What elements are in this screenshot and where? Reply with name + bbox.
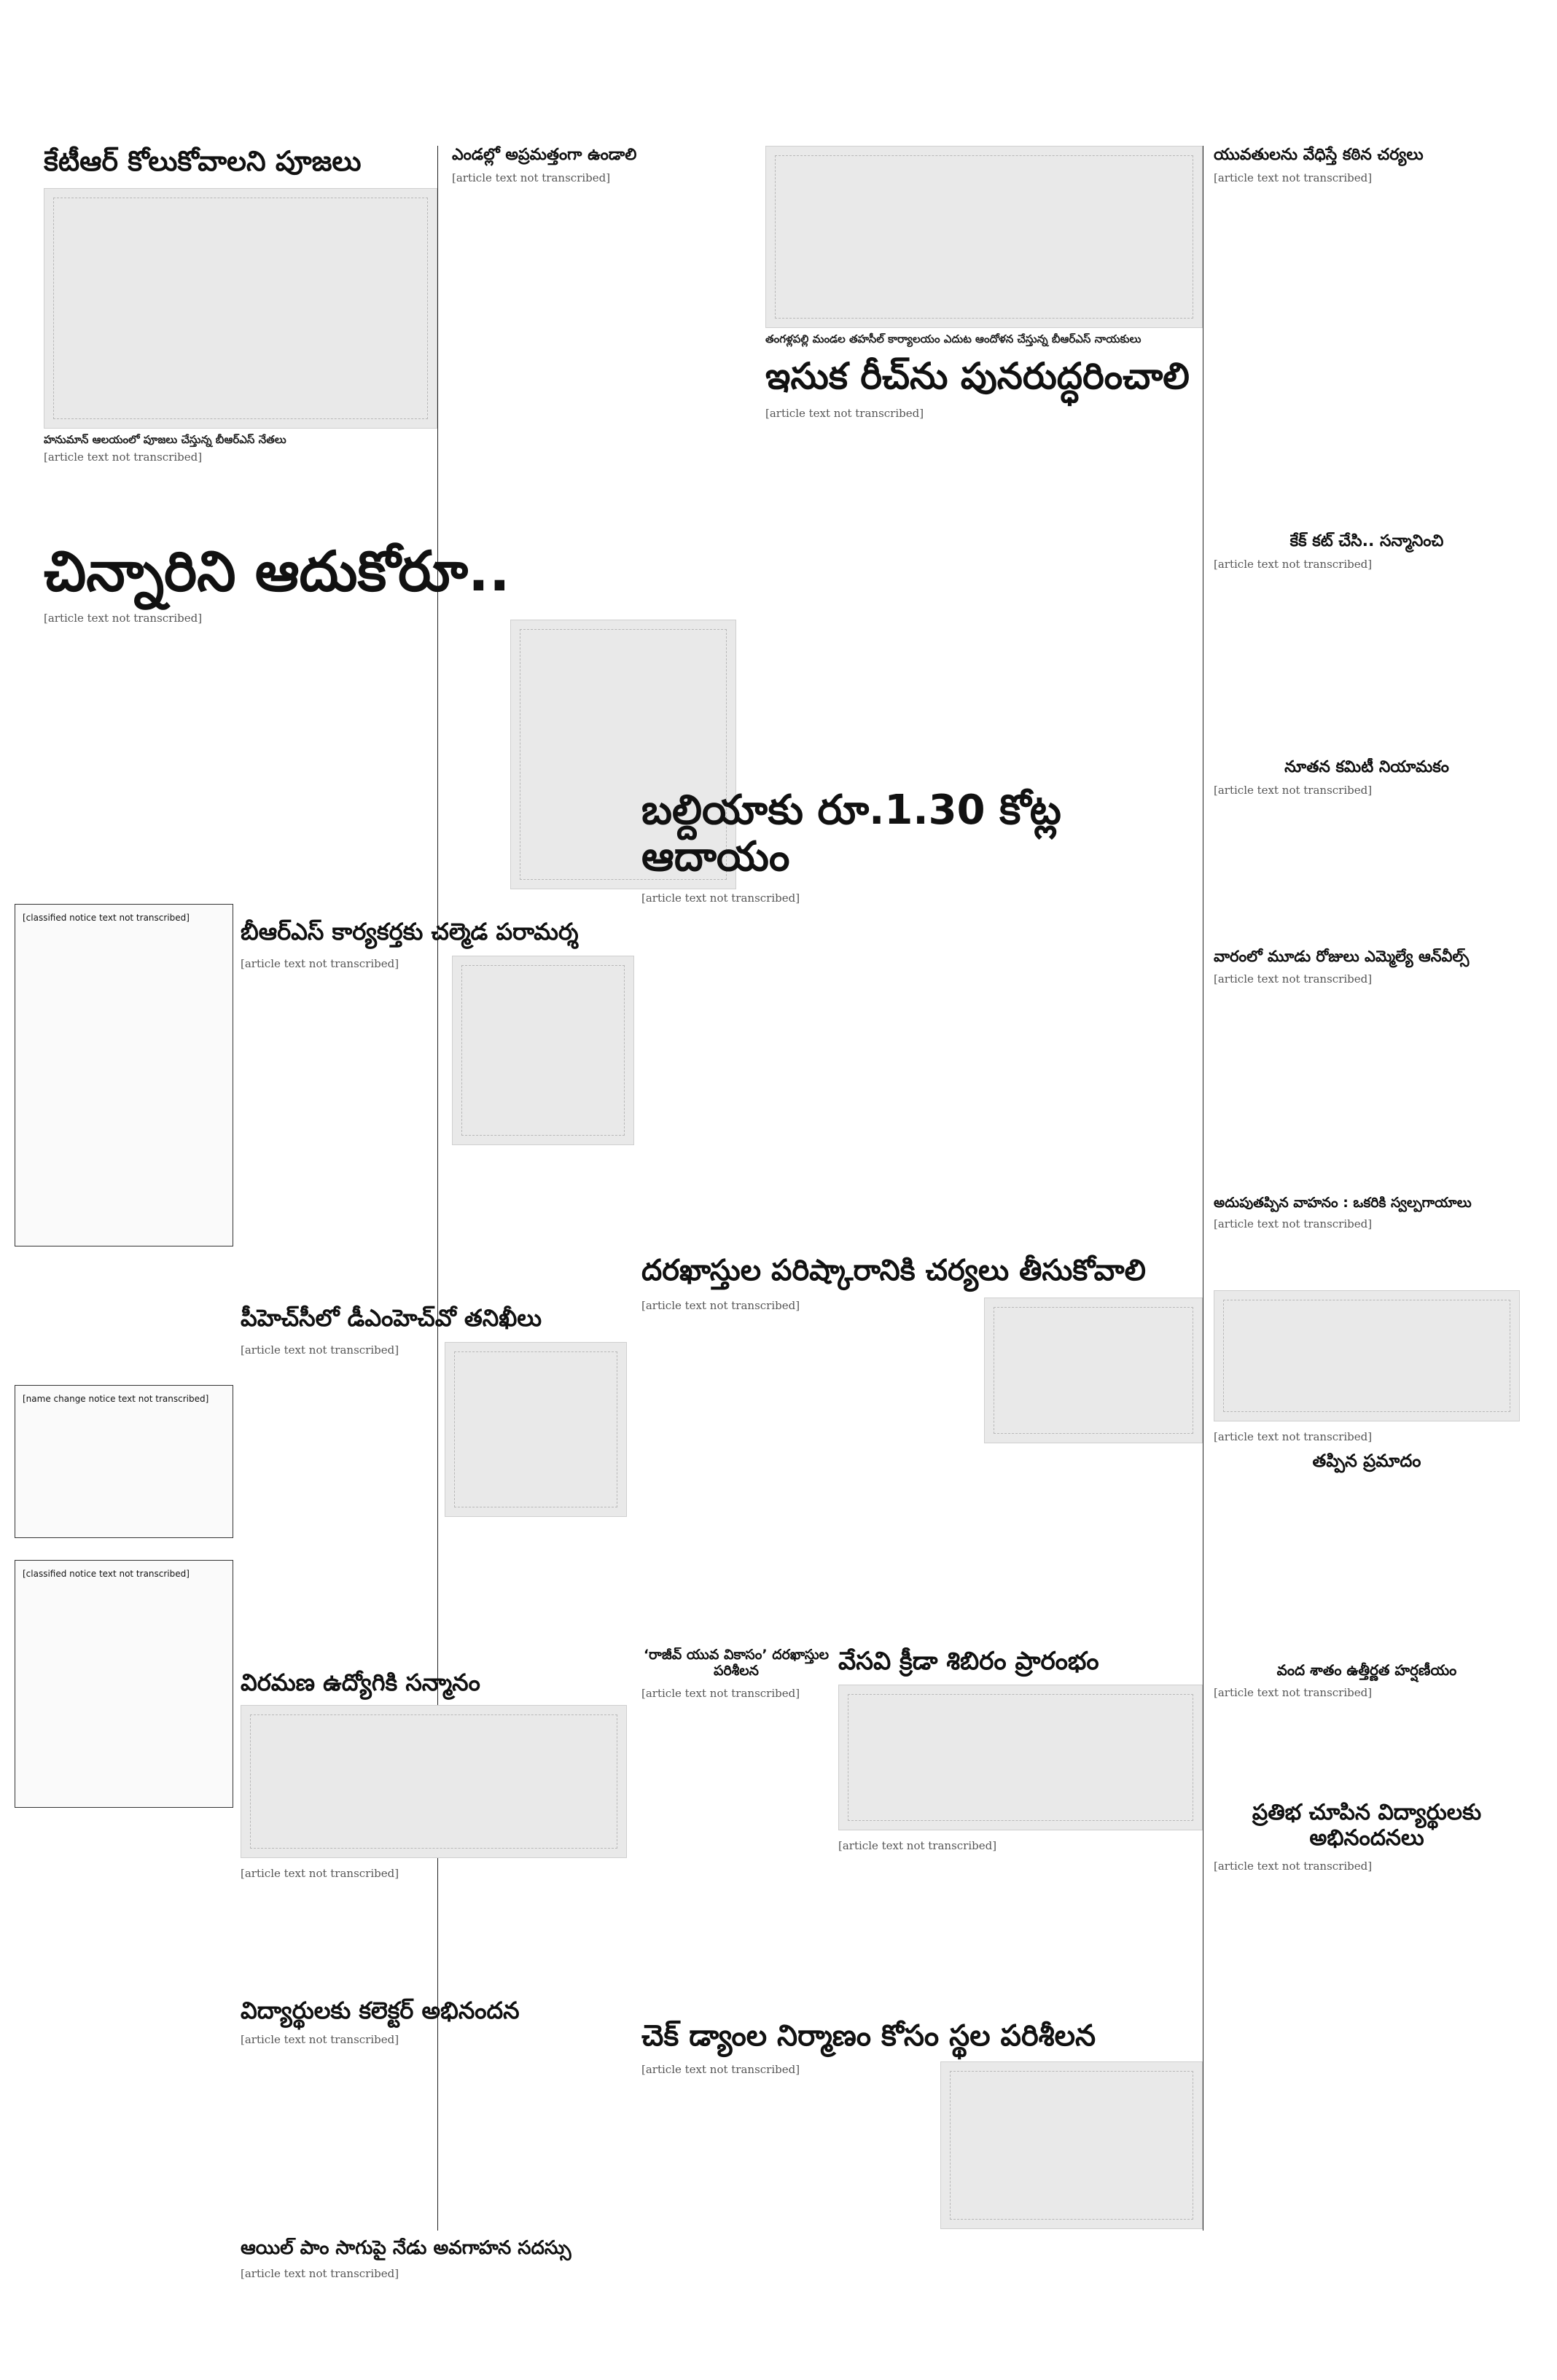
article-body: [article text not transcribed] [44,450,203,464]
article-body: [article text not transcribed] [1214,1217,1373,1230]
article-body: [article text not transcribed] [1214,1860,1373,1873]
article-ktr [44,146,437,525]
headline: చిన్నారిని ఆదుకోరూ.. [44,539,510,604]
article-child [44,539,744,948]
headline: ఆయిల్ పాం సాగుపై నేడు అవగాహన సదస్సు [241,2238,571,2259]
article-youth [1214,146,1520,525]
article-new-committee [1214,758,1520,940]
photo-caption: తంగళ్లపల్లి మండల తహసీల్ కార్యాలయం ఎదుట ఆందోళన చేస్తున్న బీఆర్ఎస్ నాయకులు [765,332,1142,346]
headline: నూతన కమిటీ నియామకం [1284,758,1449,776]
article-vanda [1214,1662,1520,1793]
article-body: [article text not transcribed] [241,2266,399,2280]
headline: చెక్ డ్యాంల నిర్మాణం కోసం స్థల పరిశీలన [641,2019,1096,2053]
photo [241,1705,627,1858]
article-body: [article text not transcribed] [838,1839,997,1853]
article-phc [241,1305,627,1655]
photo [1214,1290,1520,1421]
article-body: [article text not transcribed] [241,1866,399,1880]
article-collector [241,1997,634,2231]
article-sand [765,146,1203,671]
article-income [641,787,1203,1225]
headline: బల్దియాకు రూ.1.30 కోట్ల ఆదాయం [641,787,1061,881]
article-body: [article text not transcribed] [765,406,924,420]
photo [940,2061,1203,2229]
photo [44,188,437,429]
photo [984,1298,1203,1443]
article-camp [838,1647,1203,2012]
headline: బీఆర్ఎస్ కార్యకర్తకు చల్మెడ పరామర్శ [241,918,579,945]
article-retire [241,1669,627,1990]
article-ambulance [1214,1195,1520,1261]
classified-ad: [classified notice text not transcribed] [15,1560,233,1808]
article-body: [article text not transcribed] [1214,972,1373,986]
article-checkdam [641,2019,1203,2311]
headline: దరఖాస్తుల పరిష్కారానికి చర్యలు తీసుకోవాలి [641,1254,1146,1287]
headline: ‘రాజీవ్ యువ వికాసం’ దరఖాస్తుల పరిశీలన [643,1647,830,1679]
article-body: [article text not transcribed] [241,1343,399,1357]
article-body: [article text not transcribed] [241,2032,399,2046]
headline: వేసవి క్రీడా శిబిరం ప్రారంభం [838,1647,1099,1676]
headline: వారంలో మూడు రోజులు ఎమ్మెల్యే ఆన్‌వీల్స్ [1214,948,1470,965]
headline: ప్రతిభ చూపిన విద్యార్థులకు అభినందనలు [1252,1800,1482,1851]
article-cake [1214,532,1520,751]
classified-ad: [classified notice text not transcribed] [15,904,233,1246]
headline: వంద శాతం ఉత్తీర్ణత హర్షణీయం [1276,1662,1457,1679]
article-applications [641,1254,1203,1633]
article-accident [1214,1290,1520,1655]
article-body: [article text not transcribed] [641,1299,800,1312]
article-rajiv [641,1647,831,2012]
headline: విద్యార్థులకు కలెక్టర్ అభినందన [241,1997,520,2024]
article-body: [article text not transcribed] [241,956,399,970]
headline: యువతులను వేధిస్తే కఠిన చర్యలు [1214,146,1424,164]
headline: అదుపుతప్పిన వాహనం : ఒకరికి స్వల్పగాయాలు [1214,1195,1472,1211]
headline: విరమణ ఉద్యోగికి సన్మానం [241,1669,480,1696]
article-body: [article text not transcribed] [641,2063,800,2076]
article-body: [article text not transcribed] [641,891,800,905]
article-body: [article text not transcribed] [1214,784,1373,797]
article-students [1214,1800,1520,2340]
article-body: [article text not transcribed] [1214,1686,1373,1699]
article-body: [article text not transcribed] [44,612,203,625]
article-body: [article text not transcribed] [641,1686,800,1700]
article-body: [article text not transcribed] [1214,558,1373,571]
headline: తప్పిన ప్రమాదం [1312,1451,1421,1472]
photo [765,146,1203,328]
photo-caption: హనుమాన్ ఆలయంలో పూజలు చేస్తున్న బీఆర్ఎస్ నేతలు [44,432,286,446]
photo [452,956,634,1145]
article-mla [1214,948,1520,1188]
headline: పీహెచ్‌సీలో డీఎంహెచ్‌వో తనిఖీలు [241,1305,542,1332]
article-brs [241,918,634,1283]
headline: ఇసుక రీచ్‌ను పునరుద్ధరించాలి [765,355,1190,397]
classified-ad: [name change notice text not transcribed] [15,1385,233,1538]
headline: ఎండల్లో అప్రమత్తంగా ఉండాలి [452,146,637,164]
headline: కేక్ కట్ చేసి.. సన్మానించి [1289,532,1444,550]
article-body: [article text not transcribed] [452,171,611,185]
photo [445,1342,627,1517]
article-body: [article text not transcribed] [1214,1430,1373,1443]
article-oilpalm [241,2238,634,2362]
photo [838,1685,1203,1830]
headline: కేటీఆర్ కోలుకోవాలని పూజలు [44,146,362,177]
article-body: [article text not transcribed] [1214,171,1373,185]
article-heat [452,146,758,525]
